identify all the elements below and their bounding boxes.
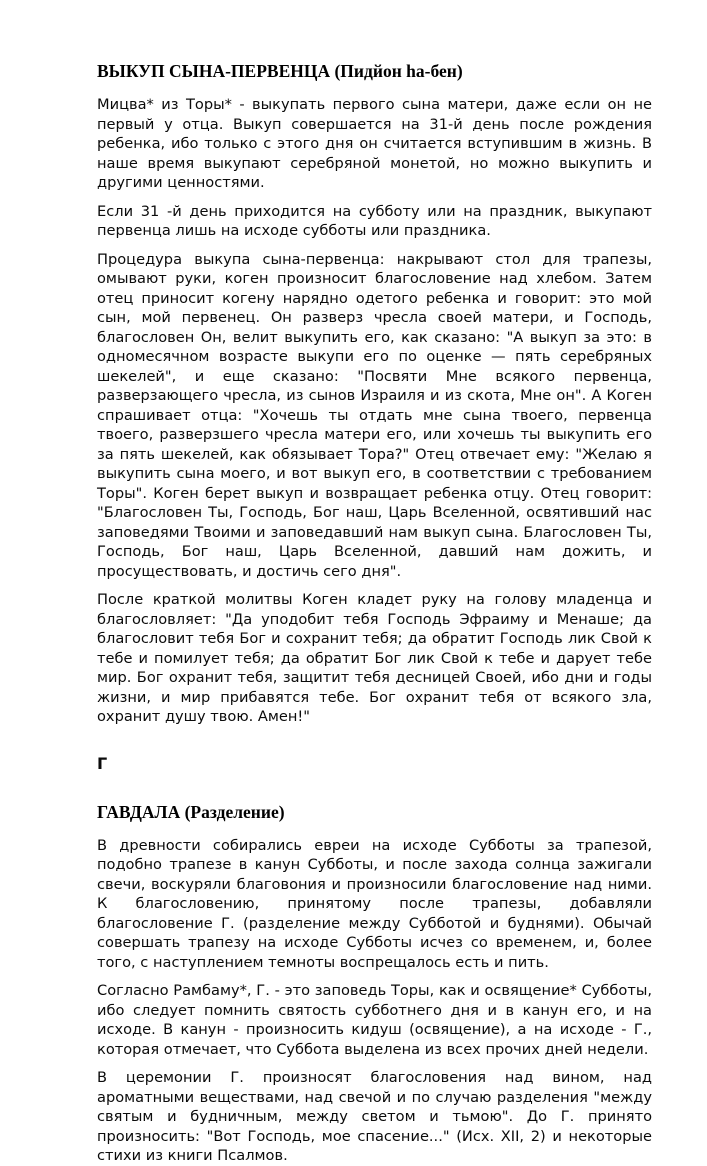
- paragraph: Мицва* из Торы* - выкупать первого сына матери, даже если он не первый у отца. Выкуп совершается на 31-й день после рождения ребенка, ибо только с этого дня он считается вступившим в жизнь. В наше время выкупают серебряной монетой, но можно выкупить и другими ценностями.: [97, 96, 652, 191]
- paragraph: Если 31 -й день приходится на субботу или на праздник, выкупают первенца лишь на исходе субботы или праздника.: [97, 202, 652, 239]
- paragraph: После краткой молитвы Коген кладет руку на голову младенца и благословляет: "Да уподобит тебя Господь Эфраиму и Менаше; да благословит тебя Бог и сохранит тебя; да обратит Господь лик Свой к тебе и помилует тебя; да обратит Бог лик Свой к тебе и дарует тебе мир. Бог охранит тебя, защитит тебя десницей Своей, ибо дни и годы жизни, и мир прибавятся тебе. Бог охранит тебя от всякого зла, охранит душу твою. Амен!": [97, 591, 652, 725]
- section-heading-havdala: ГАВДАЛА (Разделение): [97, 801, 285, 822]
- paragraph: В церемонии Г. произносят благословения над вином, над ароматными веществами, над свечой и по случаю разделения "между святым и будничным, между светом и тьмою". До Г. принято произносить: "Вот Господь, мое спасение..." (Исх. XII, 2) и некоторые стихи из книги Псалмов.: [97, 1069, 652, 1164]
- paragraph: Процедура выкупа сына-первенца: накрывают стол для трапезы, омывают руки, коген произносит благословение над хлебом. Затем отец приносит когену нарядно одетого ребенка и говорит: это мой сын, мой первенец. Он разверз чресла своей матери, и Господь, благословен Он, велит выкупить его, как сказано: "А выкуп за это: в одномесячном возрасте выкупи его по оценке — пять серебряных шекелей", и еще сказано: "Посвяти Мне всякого первенца, разверзающего чресла, из сынов Израиля и из скота, Мне он". А Коген спрашивает отца: "Хочешь ты отдать мне сына твоего, первенца твоего, разверзшего чресла матери его, или хочешь ты выкупить его за пять шекелей, как обязывает Тора?" Отец отвечает ему: "Желаю я выкупить сына моего, и вот выкуп его, в соответствии с требованием Торы". Коген берет выкуп и возвращает ребенка отцу. Отец говорит: "Благословен Ты, Господь, Бог наш, Царь Вселенной, освятивший нас заповедями Твоими и заповедавший нам выкуп сына. Благословен Ты, Господь, Бог наш, Царь Вселенной, давший нам дожить, и просуществовать, и достичь сего дня".: [97, 250, 652, 580]
- section-heading-pidyon-haben: ВЫКУП СЫНА-ПЕРВЕНЦА (Пидйон hа-бен): [97, 61, 463, 81]
- section-letter-g: Г: [97, 753, 108, 773]
- paragraph: В древности собирались евреи на исходе Субботы за трапезой, подобно трапезе в канун Субботы, и после захода солнца зажигали свечи, воскуряли благовония и произносили благословение над ними. К благословению, принятому после трапезы, добавляли благословение Г. (разделение между Субботой и буднями). Обычай совершать трапезу на исходе Субботы исчез со временем, и, более того, с наступлением темноты воспрещалось есть и пить.: [97, 836, 652, 971]
- paragraph: Согласно Рамбаму*, Г. - это заповедь Торы, как и освящение* Субботы, ибо следует помнить святость субботнего дня и в канун его, и на исходе. В канун - произносить кидуш (освящение), а на исходе - Г., которая отмечает, что Суббота выделена из всех прочих дней недели.: [97, 982, 652, 1058]
